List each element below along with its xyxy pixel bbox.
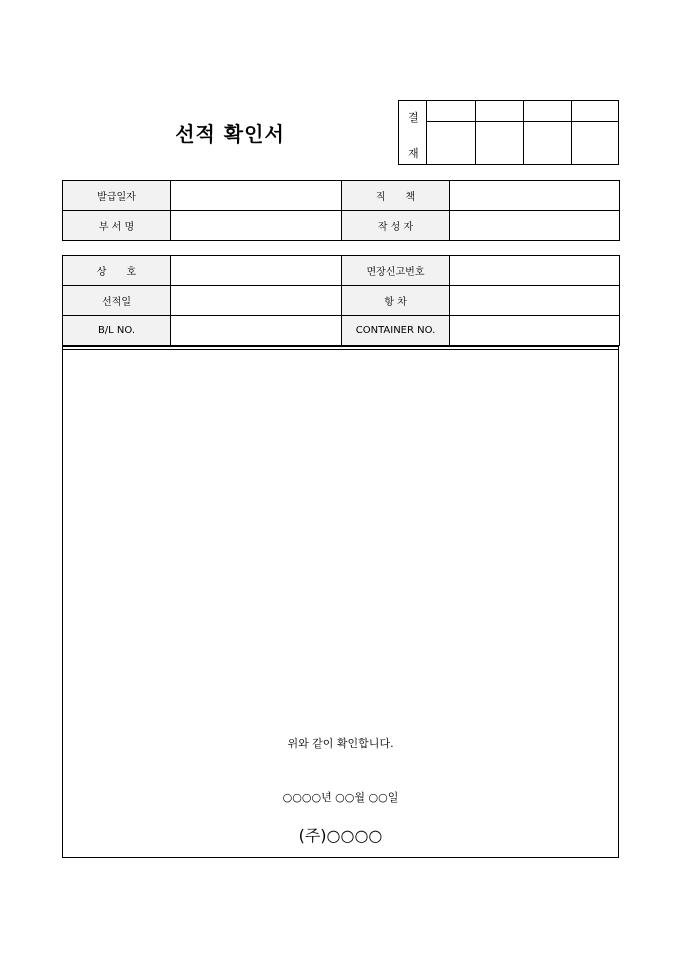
- date-line: ○○○○년 ○○월 ○○일: [282, 791, 399, 804]
- content-area[interactable]: [62, 346, 619, 858]
- approval-label-top: 결: [408, 111, 419, 124]
- company-signature: (주)○○○○: [298, 826, 383, 845]
- approval-label-column: [399, 101, 427, 164]
- approval-box: [398, 100, 619, 165]
- shipping-date-field[interactable]: [171, 286, 342, 316]
- position-field[interactable]: [450, 181, 620, 211]
- table-row: [63, 211, 620, 241]
- export-declaration-field[interactable]: [450, 256, 620, 286]
- table-row: [63, 181, 620, 211]
- table-row: [63, 316, 620, 346]
- table-row: [63, 256, 620, 286]
- shipping-date-label: 선적일: [63, 286, 171, 316]
- issue-date-label: 발급일자: [63, 181, 171, 211]
- export-declaration-label: 면장신고번호: [342, 256, 450, 286]
- confirmation-text: 위와 같이 확인합니다.: [287, 737, 394, 750]
- voyage-field[interactable]: [450, 286, 620, 316]
- container-number-label: CONTAINER NO.: [342, 316, 450, 346]
- approval-label-bottom: 재: [408, 147, 419, 160]
- department-label: 부 서 명: [63, 211, 171, 241]
- company-name-field[interactable]: [171, 256, 342, 286]
- double-rule: [63, 349, 618, 350]
- voyage-label: 항 차: [342, 286, 450, 316]
- container-number-field[interactable]: [450, 316, 620, 346]
- shipment-table: [62, 255, 620, 346]
- position-label: 직 책: [342, 181, 450, 211]
- issue-date-field[interactable]: [171, 181, 342, 211]
- company-name-label: 상 호: [63, 256, 171, 286]
- bl-number-field[interactable]: [171, 316, 342, 346]
- approval-divider: [475, 101, 476, 164]
- approval-divider: [571, 101, 572, 164]
- author-label: 작 성 자: [342, 211, 450, 241]
- bl-number-label: B/L NO.: [63, 316, 171, 346]
- author-field[interactable]: [450, 211, 620, 241]
- issuer-table: [62, 180, 620, 241]
- department-field[interactable]: [171, 211, 342, 241]
- approval-divider: [523, 101, 524, 164]
- table-row: [63, 286, 620, 316]
- document-title: 선적 확인서: [175, 122, 285, 146]
